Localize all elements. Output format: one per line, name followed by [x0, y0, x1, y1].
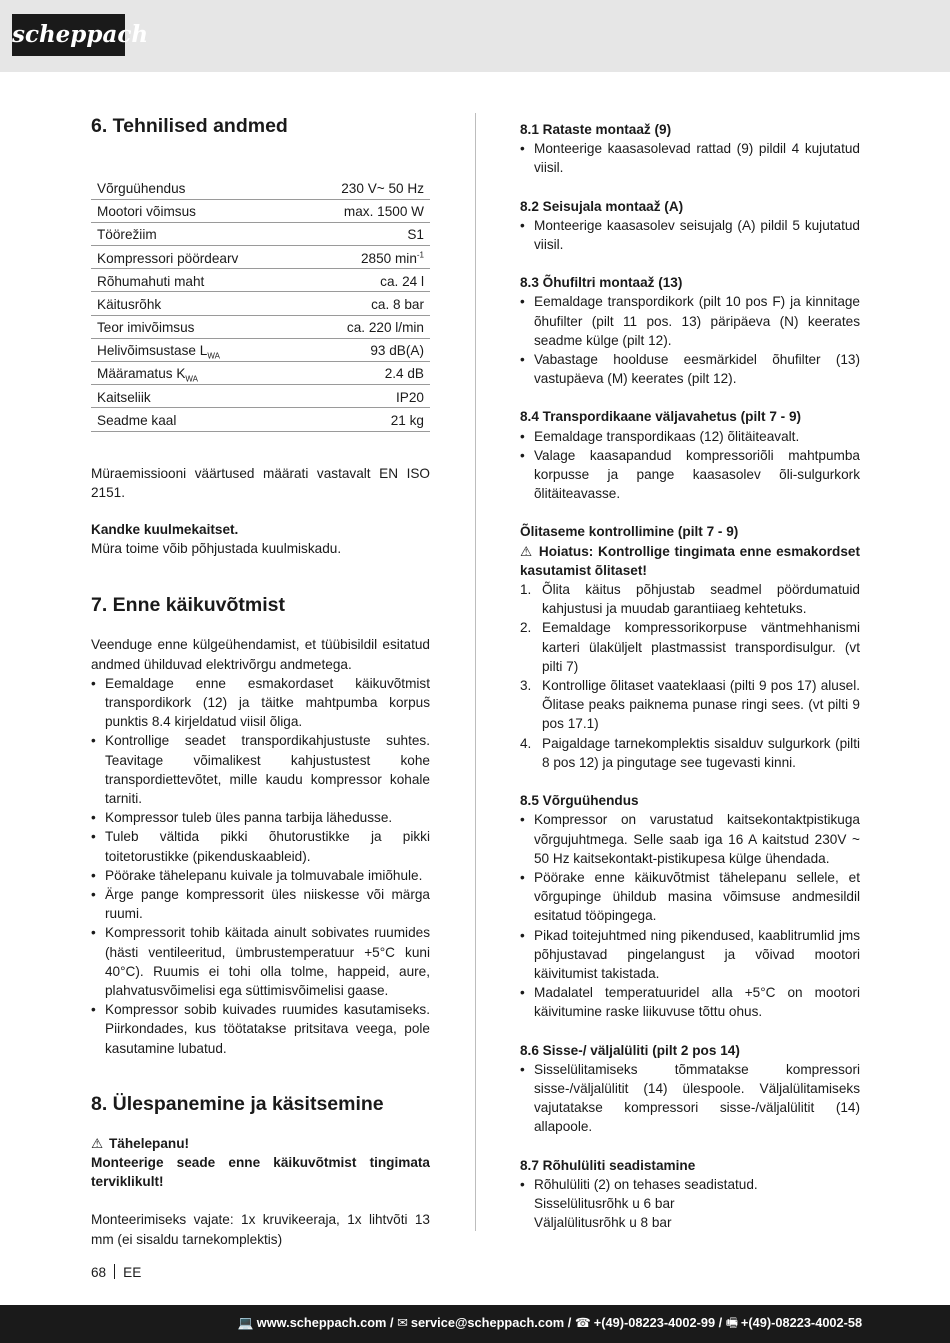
spec-row — [91, 385, 430, 408]
hearing-protection-text: Müra toime võib põhjustada kuulmiskadu. — [91, 541, 342, 557]
section-8-title: 8. Ülespanemine ja käsitsemine — [91, 1092, 384, 1115]
spec-row — [91, 338, 430, 361]
section-8-7-title: 8.7 Rõhulüliti seadistamine — [520, 1157, 696, 1173]
step-number: 1. — [520, 582, 532, 598]
step-text: Õlita käitus põhjustab seadmel pöördumatuid kahjustusi ja muudab garantiiaeg kehtetuks. — [542, 582, 860, 617]
section-7-title: 7. Enne käikuvõtmist — [91, 594, 285, 617]
spec-value: S1 — [407, 227, 424, 243]
header-bar — [0, 0, 950, 72]
section-8-2-title: 8.2 Seisujala montaaž (A) — [520, 198, 684, 214]
section-8-5-list — [520, 810, 860, 1021]
tools-required-text: Monteerimiseks vajate: 1x kruvikeeraja, 1x lihtvõti 13 mm (ei sisaldu tarnekomplektis) — [91, 1212, 430, 1247]
list-item: • Vabastage hoolduse eesmärkidel õhufilter (13) vastupäeva (M) keerates (pilt 12). — [520, 350, 860, 388]
hearing-protection-title: Kandke kuulmekaitset. — [91, 521, 239, 537]
section-8-4-title: 8.4 Transpordikaane väljavahetus (pilt 7 - 9) — [520, 409, 802, 425]
footer-separator — [114, 1264, 115, 1279]
computer-icon: 💻 — [237, 1315, 254, 1330]
list-item: • Sisselülitamiseks tõmmatakse kompressori sisse-/väljalülitit (14) ülespoole. Väljalülitamiseks vajutatakse kompressori sisse-/väljalülitit (14) allapoole. — [520, 1060, 860, 1137]
spec-label: Määramatus $K_{WA}$ — [97, 366, 198, 385]
technical-data-table — [91, 176, 430, 432]
list-item: • Ärge pange kompressorit üles niiskesse või märga ruumi. — [91, 885, 430, 923]
spec-label: Kompressori pöördearv — [97, 250, 239, 266]
contact-text[interactable]: www.scheppach.com / — [256, 1315, 394, 1330]
numbered-step — [520, 580, 860, 618]
spec-label: Kaitseliik — [97, 389, 151, 405]
spec-value: 21 kg — [390, 412, 424, 428]
spec-row — [91, 408, 430, 431]
spec-row — [91, 246, 430, 269]
oil-level-steps — [520, 580, 860, 772]
section-8-7-list — [520, 1175, 860, 1233]
section-7-intro: Veenduge enne külgeühendamist, et tüübisildil esitatud andmed ühilduvad elektrivõrgu andmetega. — [91, 637, 430, 672]
section-8-3-title: 8.3 Õhufiltri montaaž (13) — [520, 275, 683, 291]
step-text: Eemaldage kompressorikorpuse väntmehhanismi karteri ülaküljelt plastmassist transpordisulgur. (vt pilti 7) — [542, 620, 860, 674]
numbered-step — [520, 734, 860, 772]
list-item: • Pikad toitejuhtmed ning pikendused, kaablitrumlid jms põhjustavad pingelangust ja võivad mootori käivitumist takistada. — [520, 926, 860, 984]
step-number: 3. — [520, 678, 532, 694]
list-item: • Pöörake enne käikuvõtmist tähelepanu sellele, et võrgupinge ühildub masina võimsuse andmesildil esitatud tööpingega. — [520, 868, 860, 926]
spec-label: Mootori võimsus — [97, 204, 196, 220]
spec-row — [91, 315, 430, 338]
list-item: • Kompressor on varustatud kaitsekontaktpistikuga võrgujuhtmega. Selle saab iga 16 A kaitstud 230V ~ 50 Hz kaitsekontakt-pistikupesa külge ühendada. — [520, 810, 860, 868]
section-8-6-list — [520, 1060, 860, 1137]
scheppach-logo: scheppach — [12, 14, 125, 56]
section-7-list — [91, 674, 430, 1058]
spec-value: IP20 — [396, 389, 424, 405]
contact-bar — [0, 1305, 950, 1343]
spec-label: Töörežiim — [97, 227, 157, 243]
column-divider — [475, 113, 476, 1231]
list-item: • Kompressor tuleb üles panna tarbija lähedusse. — [91, 808, 430, 827]
spec-row — [91, 222, 430, 245]
spec-value: ca. 8 bar — [371, 296, 424, 312]
right-column — [520, 120, 860, 1232]
step-number: 4. — [520, 735, 532, 751]
numbered-step — [520, 676, 860, 734]
phone-icon: ☎ — [574, 1315, 591, 1330]
noise-emission-text: Müraemissiooni väärtused määrati vastavalt EN ISO 2151. — [91, 465, 430, 500]
list-item: • Valage kaasapandud kompressoriõli mahtpumba korpusse ja pange kaasasolev õli-sulgurkork õlitäiteavasse. — [520, 446, 860, 504]
spec-label: Teor imivõimsus — [97, 320, 195, 336]
spec-label: Rõhumahuti maht — [97, 273, 205, 289]
contact-text: +(49)-08223-4002-99 / — [593, 1315, 723, 1330]
list-item: • Kompressor sobib kuivades ruumides kasutamiseks. Piirkondades, kus töötatakse pritsitava veega, pole kasutamine lubatud. — [91, 1000, 430, 1058]
spec-value: max. 1500 W — [343, 204, 424, 220]
list-item: • Eemaldage enne esmakordaset käikuvõtmist transpordikork (12) ja täitke mahtpumba korpus punktis 8.4 kirjeldatud viisil õliga. — [91, 674, 430, 732]
left-column — [91, 112, 430, 1249]
spec-row — [91, 362, 430, 385]
section-8-1-title: 8.1 Rataste montaaž (9) — [520, 122, 672, 137]
list-item: • Kontrollige seadet transpordikahjustuste suhtes. Teavitage võimalikest kahjustustest kohe transpordiettevõtet, mille kaudu kompressor kohale tarniti. — [91, 731, 430, 808]
section-8-1-list — [520, 139, 860, 177]
section-8-3-list — [520, 292, 860, 388]
warning-icon: ⚠ — [520, 543, 533, 559]
attention-text: Monteerige seade enne käikuvõtmist tingimata terviklikult! — [91, 1155, 430, 1190]
pressure-switch-text: Rõhulüliti (2) on tehases seadistatud. — [534, 1176, 758, 1192]
list-item: • Eemaldage transpordikork (pilt 10 pos F) ja kinnitage õhufilter (pilt 11 pos. 13) päripäeva (N) keerates seadme külge (pilt 12). — [520, 292, 860, 350]
spec-value: 2850 $\min^{-1}$ — [360, 250, 424, 266]
spec-value: 230 V~ 50 Hz — [341, 180, 424, 196]
page-footer — [91, 1264, 141, 1280]
fax-icon: 🖷 — [725, 1315, 738, 1330]
contact-text: +(49)-08223-4002-58 — [740, 1315, 863, 1330]
list-item: • Monteerige kaasasolev seisujalg (A) pildil 5 kujutatud viisil. — [520, 216, 860, 254]
spec-row — [91, 269, 430, 292]
list-item: • Tuleb vältida pikki õhutorustikke ja pikki toitetorustikke (pikenduskaableid). — [91, 827, 430, 865]
section-6-title: 6. Tehnilised andmed — [91, 115, 288, 137]
numbered-step — [520, 618, 860, 676]
spec-value: 93 dB(A) — [370, 343, 424, 359]
oil-warning — [520, 542, 860, 580]
spec-row — [91, 292, 430, 315]
spec-label: Käitusrõhk — [97, 296, 162, 312]
step-number: 2. — [520, 620, 532, 636]
section-8-5-title: 8.5 Võrguühendus — [520, 793, 639, 809]
list-item — [520, 1175, 860, 1233]
cut-out-pressure: Väljalülitusrõhk u 8 bar — [534, 1215, 672, 1231]
spec-label: Seadme kaal — [97, 412, 177, 428]
spec-row — [91, 176, 430, 199]
attention-title: Tähelepanu! — [108, 1135, 190, 1151]
list-item: • Eemaldage transpordikaas (12) õlitäiteavalt. — [520, 427, 860, 446]
step-text: Kontrollige õlitaset vaateklaasi (pilti 9 pos 17) alusel. Õlitase peaks paiknema punase ringi sees. (vt pilti 9 pos 17.1) — [542, 678, 860, 732]
spec-label: Helivõimsustase $L_{WA}$ — [97, 343, 220, 362]
oil-warning-text: Hoiatus: Kontrollige tingimata enne esmakordset kasutamist õlitaset! — [520, 543, 860, 578]
spec-label: Võrguühendus — [97, 180, 186, 196]
attention-heading — [91, 1134, 430, 1153]
oil-level-title: Õlitaseme kontrollimine (pilt 7 - 9) — [520, 524, 739, 540]
language-code: EE — [123, 1265, 142, 1280]
list-item: • Kompressorit tohib käitada ainult sobivates ruumides (hästi ventileeritud, ümbrustemperatuur +5°C kuni 40°C). Ruumis ei tohi olla tolme, happeid, aure, plahvatusvõimelisi ega süttimisvõimelisi gaase. — [91, 923, 430, 1000]
mail-icon: ✉ — [397, 1315, 408, 1330]
section-8-2-list — [520, 216, 860, 254]
list-item: • Madalatel temperatuuridel alla +5°C on mootori käivitumine raske liikuvuse tõttu ohus. — [520, 983, 860, 1021]
contact-text[interactable]: service@scheppach.com / — [410, 1315, 572, 1330]
spec-row — [91, 199, 430, 222]
list-item: • Monteerige kaasasolevad rattad (9) pildil 4 kujutatud viisil. — [520, 139, 860, 177]
page-number: 68 — [91, 1265, 107, 1280]
spec-value: ca. 220 l/min — [346, 320, 424, 336]
section-8-6-title: 8.6 Sisse-/ väljalüliti (pilt 2 pos 14) — [520, 1042, 740, 1058]
cut-in-pressure: Sisselülitusrõhk u 6 bar — [534, 1195, 675, 1211]
section-8-4-list — [520, 427, 860, 504]
warning-icon: ⚠ — [91, 1135, 104, 1151]
list-item: • Pöörake tähelepanu kuivale ja tolmuvabale imiõhule. — [91, 866, 430, 885]
spec-value: ca. 24 l — [380, 273, 424, 289]
spec-value: 2.4 dB — [384, 366, 424, 382]
step-text: Paigaldage tarnekomplektis sisalduv sulgurkork (pilti 8 pos 12) ja pingutage see tugevasti kinni. — [542, 735, 860, 770]
